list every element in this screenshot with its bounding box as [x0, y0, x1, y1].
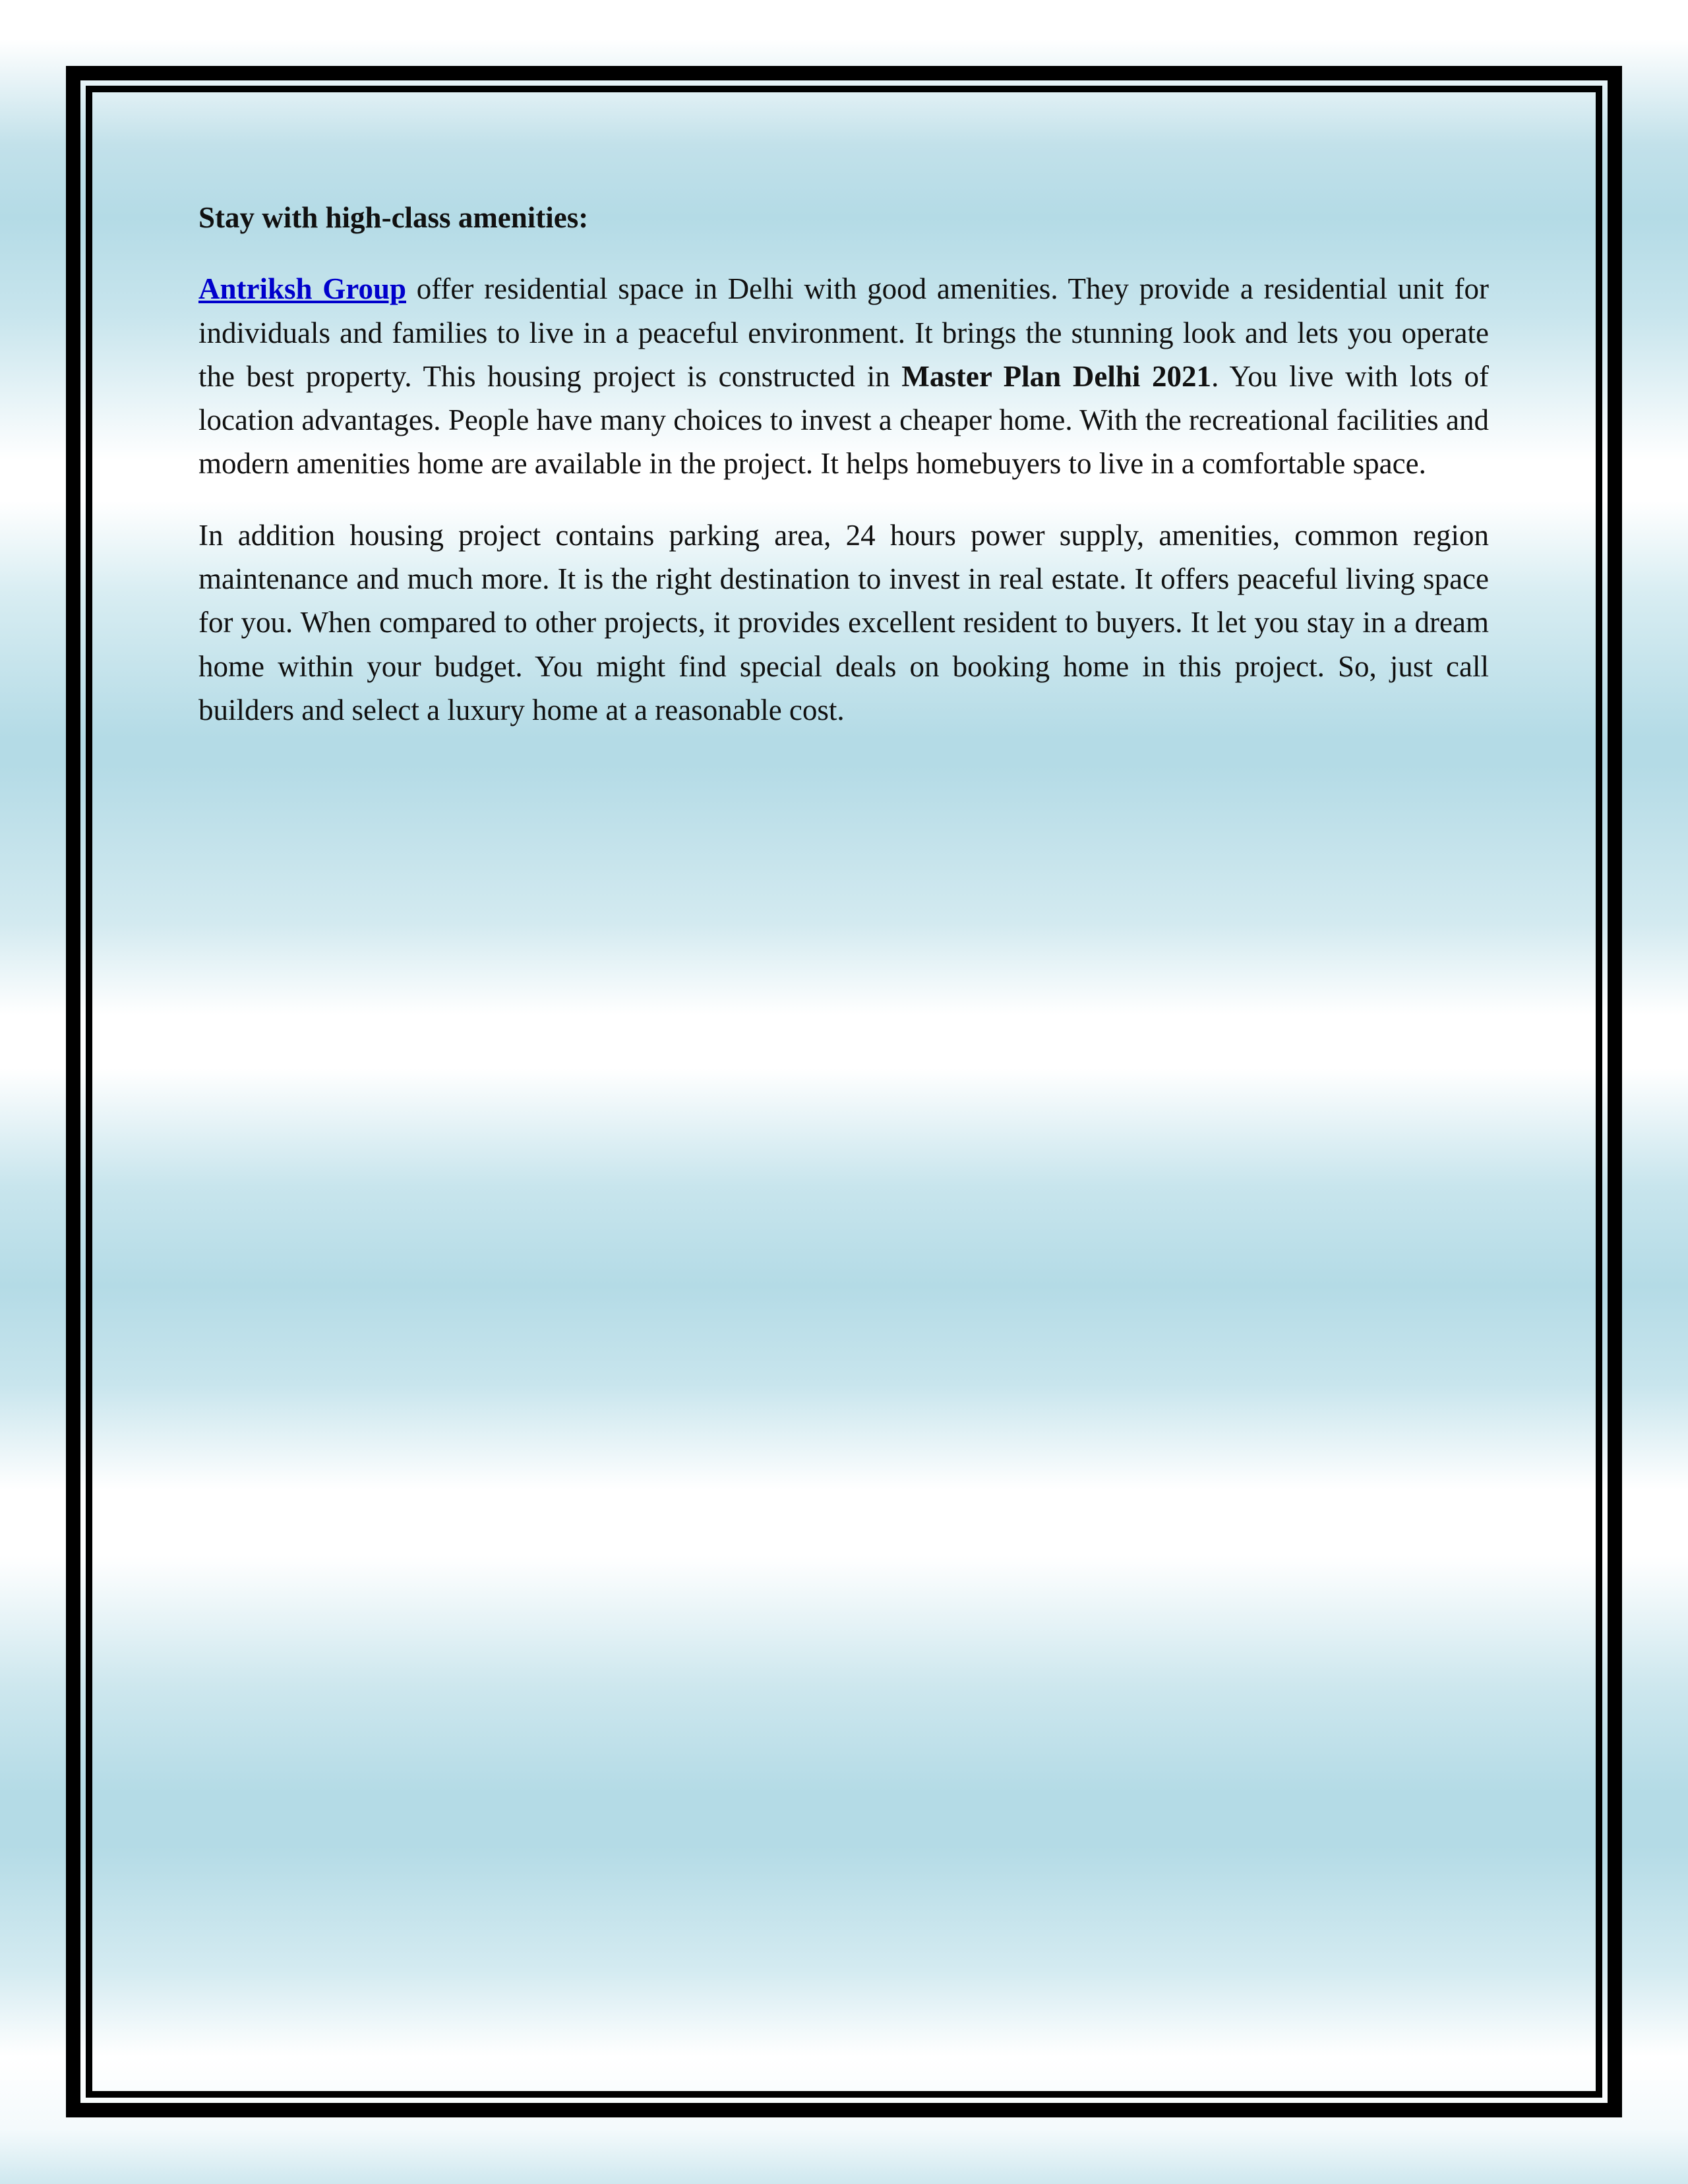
master-plan-delhi-bold: Master Plan Delhi 2021: [901, 359, 1212, 393]
section-heading: Stay with high-class amenities:: [198, 201, 589, 234]
paragraph-additional: In addition housing project contains parking area, 24 hours power supply, amenities, common region maintenance and much more. It is the right destination to invest in real estate. It offers peaceful living space for you. When compared to other projects, it provides excellent resident to buyers. It let you stay in a dream home within your budget. You might find special deals on booking home in this project. So, just call builders and select a luxury home at a reasonable cost.: [198, 518, 1489, 726]
paragraph-intro: [198, 267, 1489, 485]
document-body: [198, 196, 1489, 759]
paragraph-intro-text-2: . You live with lots of location advantages. People have many choices to invest a cheaper home. With the recreational facilities and modern amenities home are available in the project. It helps homebuyers to live in a comfortable space.: [198, 359, 1489, 481]
paragraph-intro-text-1: offer residential space in Delhi with good amenities. They provide a residential unit for individuals and families to live in a peaceful environment. It brings the stunning look and lets you operate the best property. This housing project is constructed in: [198, 272, 1489, 393]
antriksh-group-link[interactable]: Antriksh Group: [198, 272, 407, 306]
